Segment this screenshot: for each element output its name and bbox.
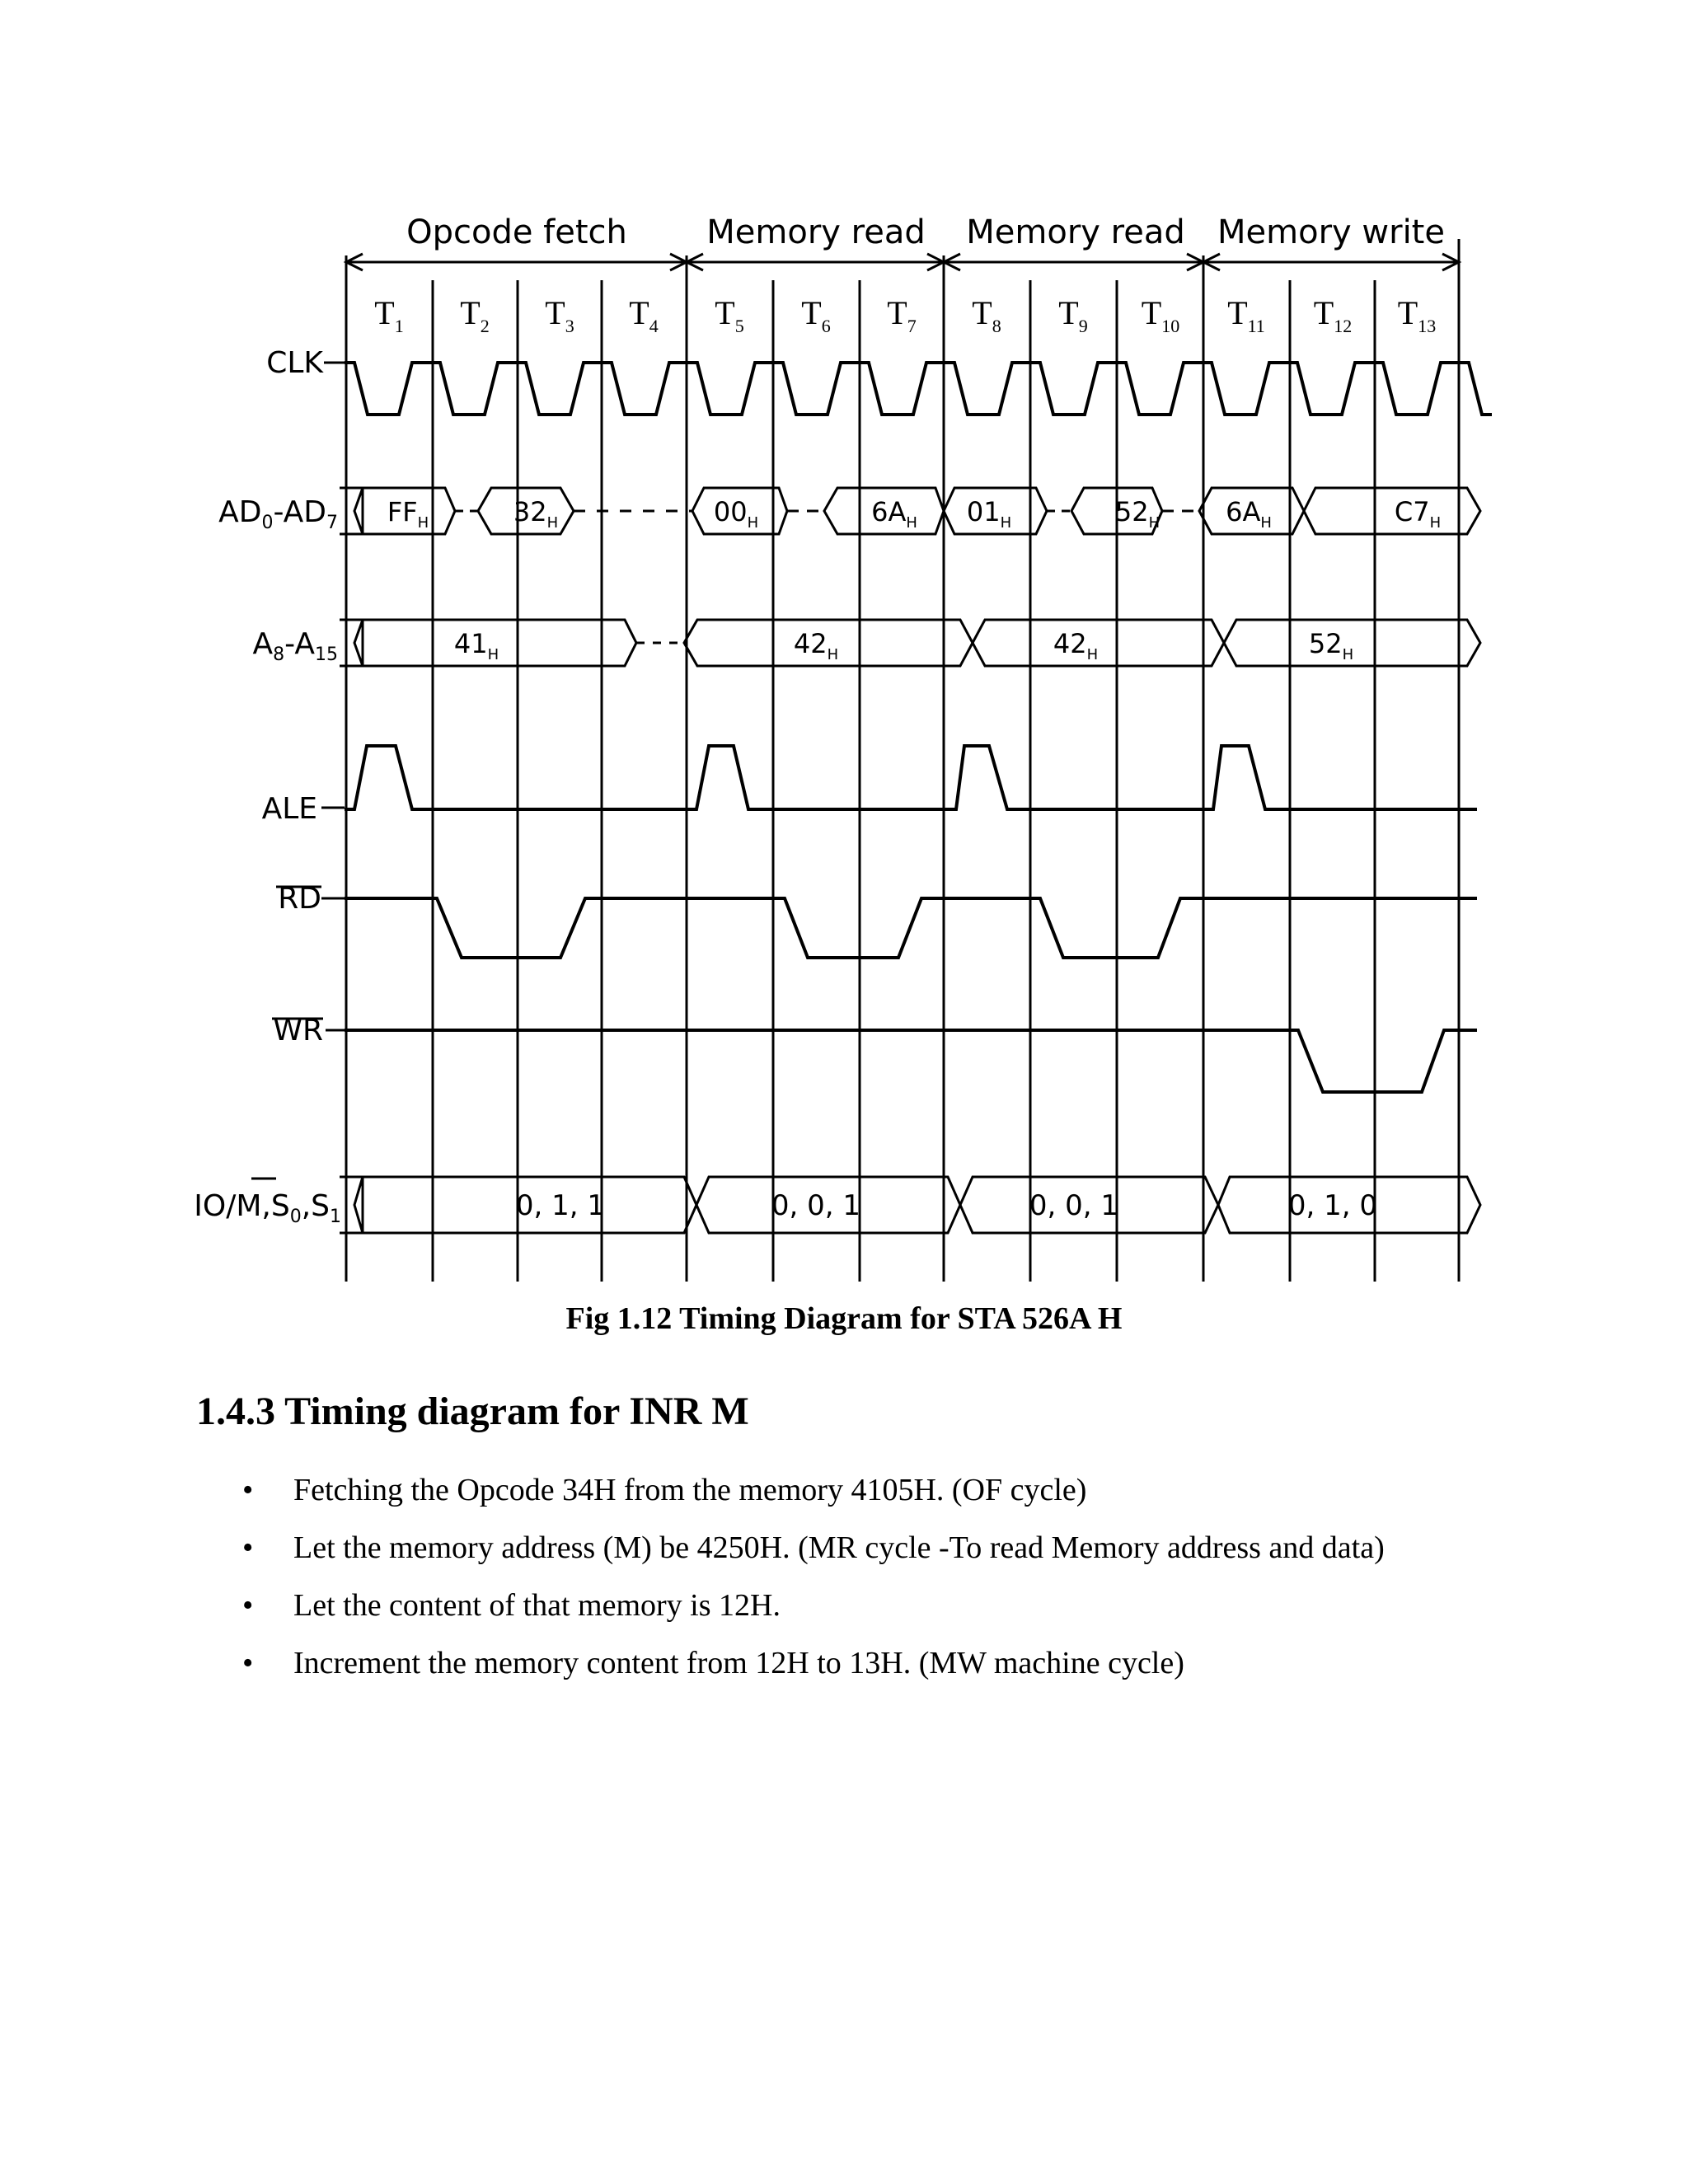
machine-cycle-arrows <box>346 254 1459 270</box>
svg-text:T13: $T_{13}$ <box>1397 294 1437 336</box>
svg-text:T12: $T_{12}$ <box>1313 294 1353 336</box>
svg-text:T1: $T_1$ <box>374 294 404 336</box>
rd-waveform <box>345 898 1477 958</box>
signal-rd: RD <box>278 882 321 916</box>
ale-waveform <box>345 746 1477 809</box>
bullet-list <box>196 1471 1385 1702</box>
svg-text:T9: $T_9$ <box>1058 294 1088 336</box>
figure-caption: Fig 1.12 Timing Diagram for STA 526A H <box>565 1301 1123 1336</box>
svg-text:T4: $T_4$ <box>629 294 659 336</box>
list-item: • Let the memory address (M) be 4250H. (MR cycle -To read Memory address and data) <box>242 1530 1385 1565</box>
svg-text:T6: $T_6$ <box>801 294 831 336</box>
ad-value-ff: $FF_H$ <box>387 496 429 532</box>
svg-text:T11: $T_{11}$ <box>1227 294 1265 336</box>
list-item: • Let the content of that memory is 12H. <box>242 1588 781 1623</box>
signal-status: $IO/M,S_0,S_1$ <box>194 1189 341 1227</box>
signal-wr: WR <box>273 1014 323 1047</box>
svg-text:T7: $T_7$ <box>887 294 917 336</box>
high-value-42: $42_H$ <box>793 628 839 663</box>
cycle-label-memory-read-2: Memory read <box>966 213 1185 251</box>
ad-value-01: $01_H$ <box>966 496 1012 532</box>
ad-value-32: $32_H$ <box>513 496 559 532</box>
status-value-4: 0, 1, 0 <box>1287 1189 1378 1222</box>
high-value-52: $52_H$ <box>1308 628 1354 663</box>
ad-value-00: $00_H$ <box>713 496 759 532</box>
svg-text:T5: $T_5$ <box>715 294 744 336</box>
ad-value-c7: $C7_H$ <box>1394 496 1442 532</box>
cycle-label-opcode-fetch: Opcode fetch <box>406 213 627 251</box>
ad-value-6a-2: $6A_H$ <box>1226 496 1272 532</box>
svg-text:T3: $T_3$ <box>545 294 574 336</box>
status-value-1: 0, 1, 1 <box>515 1189 606 1222</box>
list-item: • Increment the memory content from 12H to 13H. (MW machine cycle) <box>242 1646 1184 1680</box>
t-state-labels <box>374 294 1436 336</box>
signal-clk: CLK <box>266 346 323 380</box>
list-item: • Fetching the Opcode 34H from the memory 4105H. (OF cycle) <box>242 1473 1087 1507</box>
svg-text:T10: $T_{10}$ <box>1141 294 1180 336</box>
section-heading: 1.4.3 Timing diagram for INR M <box>196 1390 749 1433</box>
ad-value-52: $52_H$ <box>1114 496 1160 532</box>
svg-text:T2: $T_2$ <box>460 294 490 336</box>
signal-ale: ALE <box>261 792 317 826</box>
high-value-41: $41_H$ <box>453 628 499 663</box>
ad-value-6a: $6A_H$ <box>871 496 917 532</box>
signal-ad0-ad7: $AD_0-AD_7$ <box>218 495 338 533</box>
status-value-2: 0, 0, 1 <box>771 1189 861 1222</box>
cycle-label-memory-write: Memory write <box>1217 213 1445 251</box>
wr-waveform <box>345 1030 1477 1092</box>
cycle-label-memory-read-1: Memory read <box>706 213 926 251</box>
signal-a8-a15: $A_8-A_{15}$ <box>252 627 338 665</box>
t-state-grid <box>346 239 1459 1282</box>
high-value-42-2: $42_H$ <box>1053 628 1099 663</box>
status-value-3: 0, 0, 1 <box>1029 1189 1119 1222</box>
svg-text:T8: $T_8$ <box>972 294 1001 336</box>
